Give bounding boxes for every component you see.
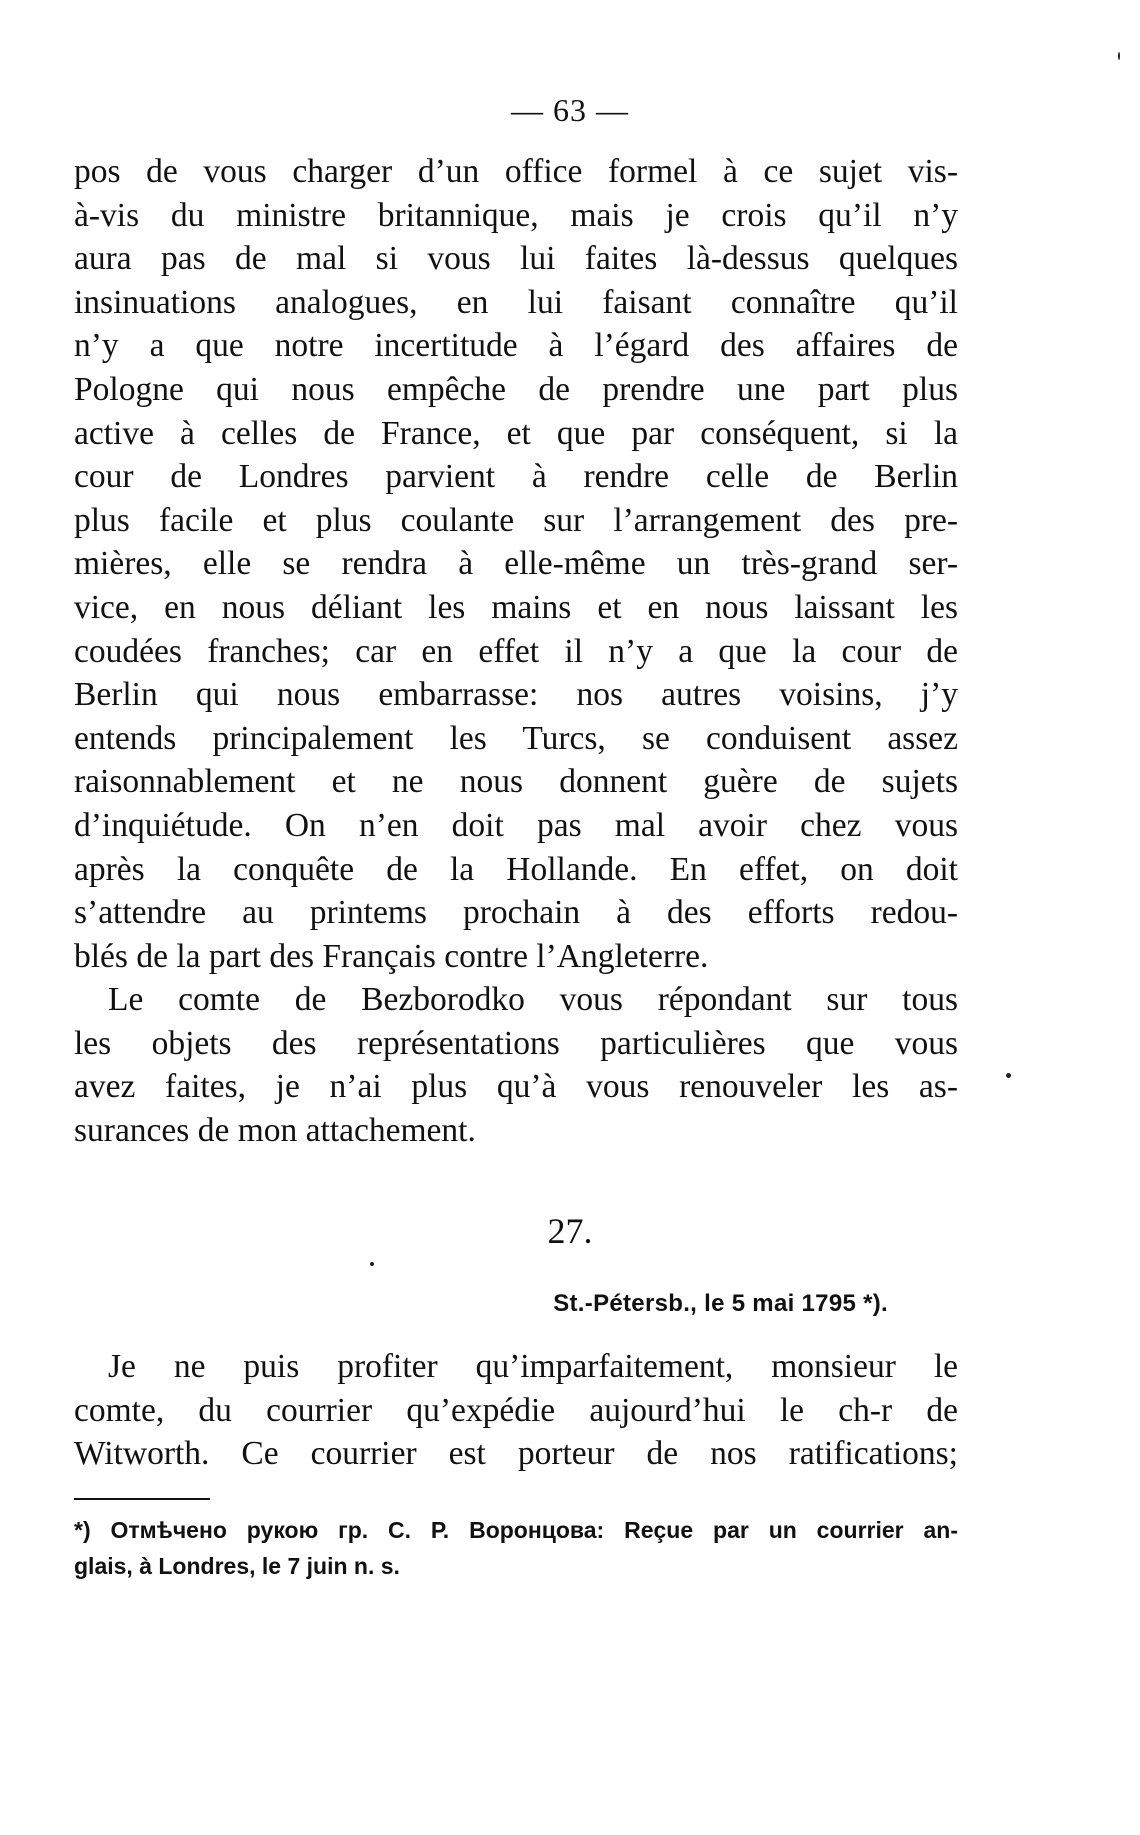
paragraph <box>74 978 958 1152</box>
text-line: pos de vous charger d’un office formel à ce sujet vis- <box>74 153 958 190</box>
text-line: les objets des représentations particulières que vous <box>74 1024 958 1062</box>
footnote-line: *) Отмѣчено рукою гр. С. Р. Воронцова: Reçue par un courrier an- <box>74 1517 958 1543</box>
text-line: après la conquête de la Hollande. En effet, on doit <box>74 850 958 888</box>
text-line: Le comte de Bezborodko vous répondant sur tous <box>108 981 958 1019</box>
letter-27-body <box>74 1345 958 1476</box>
scan-speck <box>370 1262 374 1266</box>
dateline: St.-Pétersb., le 5 mai 1795 *). <box>553 1290 888 1317</box>
text-line: aura pas de mal si vous lui faites là-dessus quelques <box>74 240 958 278</box>
text-line: Pologne qui nous empêche de prendre une part plus <box>74 370 958 408</box>
text-line: blés de la part des Français contre l’Angleterre. <box>74 937 709 975</box>
letter-number: 27. <box>547 1211 593 1251</box>
footnote-line: glais, à Londres, le 7 juin n. s. <box>74 1553 400 1579</box>
text-line: Je ne puis profiter qu’imparfaitement, monsieur le <box>108 1348 958 1385</box>
text-line: mières, elle se rendra à elle-même un très-grand ser- <box>74 545 958 583</box>
text-line: comte, du courrier qu’expédie aujourd’hui le ch-r de <box>74 1391 958 1429</box>
text-line: entends principalement les Turcs, se conduisent assez <box>74 719 958 757</box>
footnote <box>74 1512 958 1584</box>
text-line: s’attendre au printems prochain à des efforts redou- <box>74 894 958 932</box>
letter-26-continuation <box>74 150 958 1153</box>
text-line: plus facile et plus coulante sur l’arrangement des pre- <box>74 501 958 539</box>
text-line: vice, en nous déliant les mains et en nous laissant les <box>74 588 958 626</box>
paragraph <box>74 150 958 978</box>
text-line: d’inquiétude. On n’en doit pas mal avoir chez vous <box>74 806 958 844</box>
text-line: avez faites, je n’ai plus qu’à vous renouveler les as- <box>74 1068 958 1106</box>
scan-speck <box>1118 52 1120 60</box>
text-line: active à celles de France, et que par conséquent, si la <box>74 414 958 452</box>
footnote-rule <box>74 1498 210 1500</box>
text-line: Witworth. Ce courrier est porteur de nos ratifications; <box>74 1435 958 1473</box>
text-line: coudées franches; car en effet il n’y a que la cour de <box>74 632 958 670</box>
text-line: n’y a que notre incertitude à l’égard des affaires de <box>74 327 958 365</box>
page-number: — 63 — <box>511 92 629 128</box>
text-line: raisonnablement et ne nous donnent guère de sujets <box>74 763 958 801</box>
scan-speck <box>1006 1073 1011 1078</box>
text-line: Berlin qui nous embarrasse: nos autres voisins, j’y <box>74 676 958 714</box>
text-line: insinuations analogues, en lui faisant connaître qu’il <box>74 283 958 321</box>
text-line: surances de mon attachement. <box>74 1112 476 1150</box>
text-line: cour de Londres parvient à rendre celle de Berlin <box>74 458 958 496</box>
text-line: à-vis du ministre britannique, mais je crois qu’il n’y <box>74 196 958 234</box>
paragraph <box>74 1345 958 1476</box>
